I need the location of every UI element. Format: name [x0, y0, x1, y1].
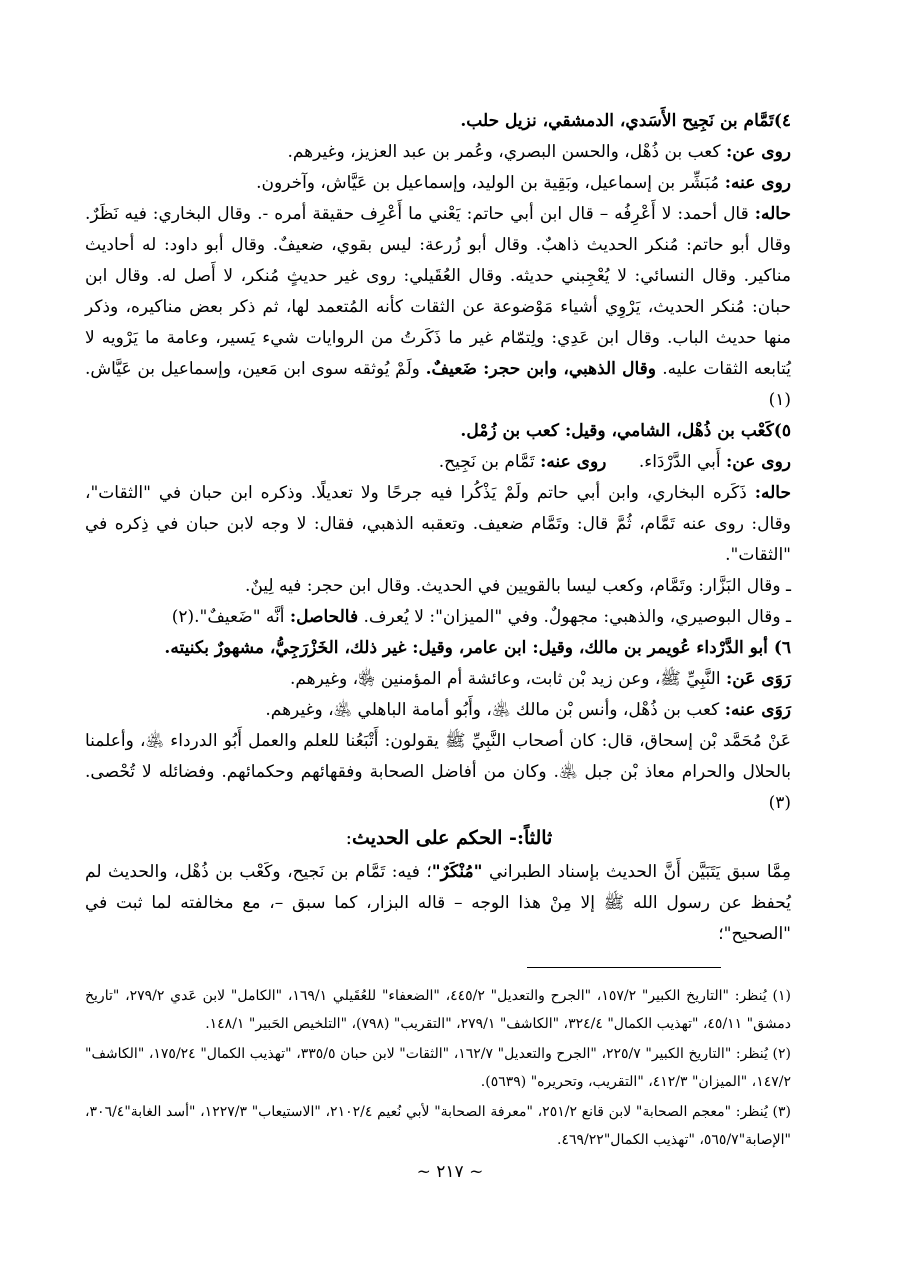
footnote-2: (٢) يُنظر: "التاريخ الكبير" ٢٢٥/٧، "الجرح والتعديل" ١٦٢/٧، "الثقات" لابن حبان ٣٣٥/٥، "تهذيب الكمال" ١٧٥/٢٤، "الكاشف" ١٤٧/٢، "الميزان" ٤١٢/٣، "التقريب، وتحريره" (٥٦٣٩).	[85, 1046, 791, 1090]
text: أَبي الدَّرْدَاء.	[638, 452, 726, 472]
ruling-term: "مُنْكَرٌ"	[431, 862, 483, 882]
text: قال أحمد: لا أَعْرِفُه – قال ابن أبي حاتم: يَعْني ما أَعْرِف حقيقة أمره -. وقال البخاري: فيه نَظَرٌ. وقال أبو حاتم: مُنكر الحديث ذاهبٌ. وقال أبو زُرعة: ليس بقوي، ضعيفٌ. وقال أبو داود: له أحاديث مناكير. وقال النسائي: لا يُعْجِبني حديثه. وقال العُقَيلي: روى غير حديثٍ مُنكر، لا أَصل له. وقال ابن حبان: مُنكر الحديث، يَرْوِي أشياء مَوْضوعة عن الثقات كأنه المُتعمد لها، ثم ذكر بعض مناكيره، وذكر منها حديث الباب. وقال ابن عَدِي: ولِتمّام غير ما ذَكَرتُ من الروايات شيء يَسير، وعامة ما يَرْويه لا يُتابعه الثقات عليه.	[85, 204, 791, 379]
section-heading	[85, 819, 813, 857]
page-number: ~ ٢١٧ ~	[416, 1162, 484, 1182]
label: روى عن:	[725, 142, 791, 162]
narrator-5-bullet-2	[85, 602, 813, 633]
footnotes	[85, 982, 813, 1156]
text: ـ وقال البوصيري، والذهبي: مجهولٌ. وفي "الميزان": لا يُعرف.	[358, 607, 791, 627]
narrator-4-rawa-an	[85, 137, 813, 168]
footnote-1: (١) يُنظر: "التاريخ الكبير" ١٥٧/٢، "الجرح والتعديل" ٤٤٥/٢، "الضعفاء" للعُقَيلي ١٦٩/١، "الكامل" لابن عَدي ٢٧٩/٢، "تاريخ دمشق" ٤٥/١١، "تهذيب الكمال" ٣٢٤/٤، "الكاشف" ٢٧٩/١، "التقريب" (٧٩٨)، "التلخيص الحَبير" ١٤٨/١.	[85, 988, 792, 1032]
label: روى عنه:	[540, 452, 607, 472]
text: مِمَّا سبق يَتَبَيَّن أَنَّ الحديث بإسناد الطبراني	[482, 862, 791, 882]
label: روى عن:	[725, 452, 791, 472]
verdict: وقال الذهبي، وابن حجر: ضَعيفٌ.	[425, 359, 663, 379]
text: ذَكَره البخاري، وابن أبي حاتم ولَمْ يَذْكُرا فيه جرحًا ولا تعديلًا. وذكره ابن حبان في "الثقات"، وقال: روى عنه تَمَّام، ثُمَّ قال: وتَمَّام ضعيف. وتعقبه الذهبي، فقال: لا وجه لابن حبان في ذِكره في "الثقات".	[85, 483, 791, 565]
footnote-3: (٣) يُنظر: "معجم الصحابة" لابن قانع ٢٥١/٢، "معرفة الصحابة" لأبي نُعيم ٢١٠٢/٤، "الاستيعاب" ١٢٢٧/٣، "أسد الغابة"٣٠٦/٤، "الإصابة"٥٦٥/٧، "تهذيب الكمال"٤٦٩/٢٢.	[85, 1104, 791, 1148]
text: تَمَّام بن نَجِيح.	[438, 452, 541, 472]
text-tail: ؛ فيه: تَمَّام بن نَجيح، وكَعْب بن ذُهْل، والحديث لم يُحفظ عن رسول الله ﷺ إلا مِنْ هذا الوجه – قاله البزار، كما سبق –، مع مخالفته لما ثبت في "الصحيح"؛	[85, 862, 791, 944]
narrator-6-rawa-an	[85, 664, 813, 695]
narrator-5-rawa	[85, 447, 813, 478]
narrator-6-note: عَنْ مُحَمَّد بْن إسحاق، قال: كان أصحاب النَّبِيِّ ﷺ يقولون: أَتْبَعُنا للعلم والعمل أَبُو الدرداء ﵁، وأعلمنا بالحلال والحرام معاذ بْن جبل ﵁. وكان من أفاضل الصحابة وفقهائهم وحكمائهم. وفضائله لا تُحْصى.(٣)	[85, 731, 791, 813]
label: رَوَى عَن:	[725, 669, 791, 689]
conclusion-label: فالحاصل:	[289, 607, 359, 627]
section-paragraph	[85, 857, 813, 950]
footnote-separator	[527, 967, 721, 968]
text-tail: ولَمْ يُوثقه سوى ابن مَعين، وإسماعيل بن عَيَّاش.(١)	[85, 359, 791, 410]
narrator-5-heading: ٥)كَعْب بن ذُهْل، الشامي، وقيل: كعب بن زُمْل.	[460, 421, 791, 441]
label: حاله:	[754, 483, 791, 503]
main-text	[85, 106, 813, 950]
label: حاله:	[754, 204, 791, 224]
narrator-5-bullet-1: ـ وقال البَزَّار: وتَمَّام، وكعب ليسا بالقويين في الحديث. وقال ابن حجر: فيه لِينٌ.	[244, 576, 791, 596]
text: النَّبِيِّ ﷺ، وعن زيد بْن ثابت، وعائشة أم المؤمنين ﵂، وغيرهم.	[289, 669, 726, 689]
narrator-6-heading: ٦) أبو الدَّرْداء عُويمر بن مالك، وقيل: ابن عامر، وقيل: غير ذلك، الخَزْرَجِيُّ، مشهورٌ بكنيته.	[164, 638, 791, 658]
text: كعب بن ذُهْل، وأنس بْن مالك ﵁، وأَبُو أمامة الباهلي ﵁، وغيرهم.	[265, 700, 725, 720]
narrator-4-rawa-anhu	[85, 168, 813, 199]
narrator-6-rawa-anhu	[85, 695, 813, 726]
narrator-4-status	[85, 199, 813, 416]
label: رَوَى عنه:	[724, 700, 791, 720]
section-heading-colon: :	[345, 827, 353, 849]
text-tail: أنَّه "ضَعيفٌ".(٢)	[171, 607, 290, 627]
label: روى عنه:	[724, 173, 791, 193]
text: مُبَشِّر بن إسماعيل، وبَقِية بن الوليد، وإسماعيل بن عَيَّاش، وآخرون.	[256, 173, 725, 193]
narrator-5-status	[85, 478, 813, 571]
section-heading-text: ثالثاً:- الحكم على الحديث	[352, 827, 553, 849]
text: كعب بن ذُهْل، والحسن البصري، وعُمر بن عبد العزيز، وغيرهم.	[287, 142, 726, 162]
narrator-4-heading: ٤)تَمَّام بن نَجِيح الأَسَدي، الدمشقي، نزيل حلب.	[460, 111, 791, 131]
